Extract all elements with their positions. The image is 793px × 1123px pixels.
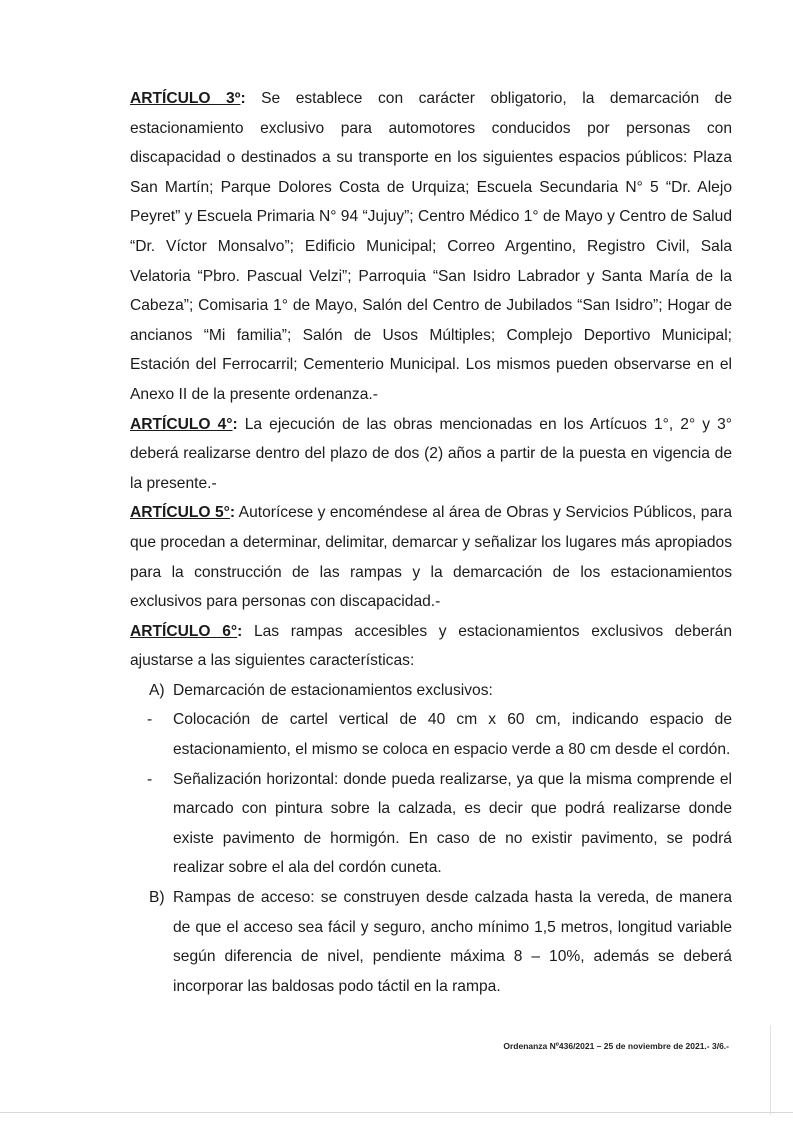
article-4-text: La ejecución de las obras mencionadas en los Artícuos 1°, 2° y 3° deberá realizarse dentro del plazo de dos (2) años a partir de la puesta en vigencia de la presente.- — [130, 415, 732, 492]
article-3-label: ARTÍCULO 3º — [130, 90, 241, 107]
article-6-colon: : — [237, 622, 243, 640]
article-3-text: Se establece con carácter obligatorio, la demarcación de estacionamiento exclusivo para automotores conducidos por personas con discapacidad o destinados a su transporte en los siguientes espacios públicos: Plaza San Martín; Parque Dolores Costa de Urquiza; Escuela Secundaria N° 5 “Dr. Alejo Peyret” y Escuela Primaria N° 94 “Jujuy”; Centro Médico 1° de Mayo y Centro de Salud “Dr. Víctor Monsalvo”; Edificio Municipal; Correo Argentino, Registro Civil, Sala Velatoria “Pbro. Pascual Velzi”; Parroquia “San Isidro Labrador y Santa María de la Cabeza”; Comisaria 1° de Mayo, Salón del Centro de Jubilados “San Isidro”; Hogar de ancianos “Mi familia”; Salón de Usos Múltiples; Complejo Deportivo Municipal; Estación del Ferrocarril; Cementerio Municipal. Los mismos pueden observarse en el Anexo II de la presente ordenanza.- — [130, 90, 732, 403]
bullet-item-2 — [130, 765, 732, 883]
article-5 — [130, 498, 732, 616]
article-4-label: ARTÍCULO 4° — [130, 415, 233, 433]
article-6-text: Las rampas accesibles y estacionamientos exclusivos deberán ajustarse a las siguientes características: — [130, 622, 732, 670]
document-body — [130, 84, 732, 1001]
list-item-a — [130, 676, 732, 706]
list-item-b — [130, 883, 732, 1001]
list-marker-b: B) — [149, 889, 165, 907]
article-6 — [130, 617, 732, 676]
article-6-label: ARTÍCULO 6° — [130, 622, 238, 640]
scan-bottom-line — [0, 1112, 793, 1113]
article-4 — [130, 410, 732, 499]
list-item-a-text: Demarcación de estacionamientos exclusivos: — [173, 681, 493, 699]
article-3 — [130, 84, 732, 410]
article-5-text: Autorícese y encoméndese al área de Obras y Servicios Públicos, para que procedan a determinar, delimitar, demarcar y señalizar los lugares más apropiados para la construcción de las rampas y la demarcación de los estacionamientos exclusivos para personas con discapacidad.- — [130, 504, 732, 611]
list-item-b-text: Rampas de acceso: se construyen desde calzada hasta la vereda, de manera de que el acceso sea fácil y seguro, ancho mínimo 1,5 metros, longitud variable según diferencia de nivel, pendiente máxima 8 – 10%, además se deberá incorporar las baldosas podo táctil en la rampa. — [173, 889, 732, 995]
article-4-colon: : — [232, 415, 238, 433]
bullet-item-1 — [130, 705, 732, 764]
article-5-label: ARTÍCULO 5° — [130, 504, 230, 522]
bullet-dash-2: - — [147, 770, 153, 788]
bullet-item-1-text: Colocación de cartel vertical de 40 cm x 60 cm, indicando espacio de estacionamiento, el mismo se coloca en espacio verde a 80 cm desde el cordón. — [173, 711, 732, 759]
page-footer: Ordenanza Nº436/2021 – 25 de noviembre de 2021.- 3/6.- — [503, 1041, 729, 1051]
scan-edge-line — [770, 1025, 771, 1115]
bullet-item-2-text: Señalización horizontal: donde pueda realizarse, ya que la misma comprende el marcado con pintura sobre la calzada, es decir que podrá realizarse donde existe pavimento de hormigón. En caso de no existir pavimento, se podrá realizar sobre el ala del cordón cuneta. — [173, 770, 732, 877]
article-3-colon: : — [240, 90, 246, 107]
article-5-colon: : — [229, 504, 236, 522]
bullet-dash-1: - — [147, 711, 153, 729]
list-marker-a: A) — [149, 681, 165, 699]
